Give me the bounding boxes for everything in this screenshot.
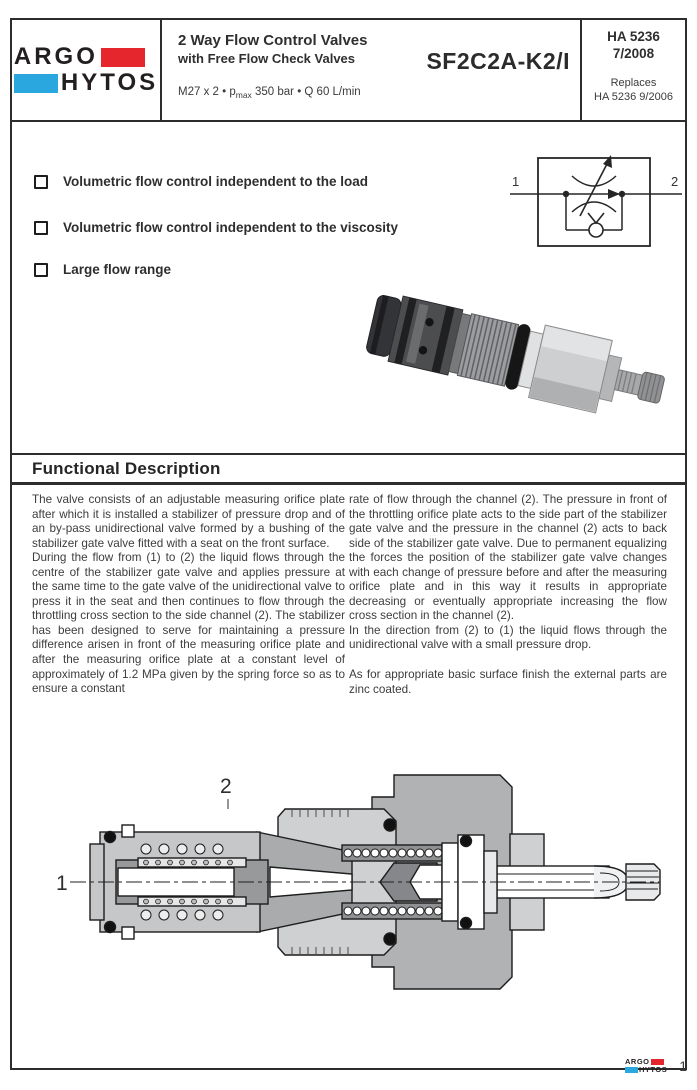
cross-section-drawing <box>42 757 682 1047</box>
replaces-value: HA 5236 9/2006 <box>594 91 673 103</box>
document-subtitle: with Free Flow Check Valves <box>178 51 356 66</box>
section-heading: Functional Description <box>32 458 221 478</box>
footer <box>625 1058 687 1074</box>
spec-prefix: M27 x 2 • p <box>178 86 236 98</box>
replaces-label: Replaces <box>610 77 657 89</box>
o-ring <box>461 918 472 929</box>
paragraph: During the flow from (1) to (2) the liquid flows through the centre of the stabilizer gate valve and applies pressure at the same time to the gate valve of the unidirectional valve to press it in the seat and then continues to flow through the throttling cross section to the side channel (2). The stabilizer has been designed to serve for maintaining a pressure difference arisen in front of the measuring orifice plate and after the measuring orifice plate at a constant level of approximately of 1.2 MPa given by the spring force so as to ensure a constant <box>32 551 345 696</box>
page-number: 1 <box>679 1058 687 1074</box>
features-section <box>12 122 685 455</box>
feature-label: Volumetric flow control independent to the viscosity <box>63 220 399 235</box>
o-ring <box>384 819 396 831</box>
footer-logo-row-bottom <box>625 1066 667 1074</box>
logo-cell <box>12 20 160 120</box>
description-column-right <box>349 493 667 697</box>
logo-row-top <box>14 44 158 70</box>
o-ring <box>461 836 472 847</box>
feature-item <box>34 262 171 277</box>
argo-hytos-logo <box>14 44 158 96</box>
o-ring <box>384 933 396 945</box>
replaces-block <box>582 76 685 104</box>
port-1-label: 1 <box>56 872 68 895</box>
symbol-port-2-label: 2 <box>671 174 679 189</box>
document-frame <box>10 18 687 1070</box>
feature-label: Large flow range <box>63 262 172 277</box>
doc-info-cell <box>580 20 685 120</box>
check-valve-ball <box>589 223 603 237</box>
footer-logo-text-hytos: HYTOS <box>639 1065 668 1075</box>
doc-code: HA 5236 <box>607 29 660 44</box>
logo-text-hytos: HYTOS <box>60 69 159 96</box>
footer-logo <box>625 1058 667 1074</box>
checkbox-bullet-icon <box>34 175 48 189</box>
port-2-label: 2 <box>220 775 232 798</box>
document-title: 2 Way Flow Control Valves <box>178 32 368 49</box>
paragraph: As for appropriate basic surface finish the external parts are zinc coated. <box>349 668 667 696</box>
description-column-left <box>32 493 345 697</box>
model-number: SF2C2A-K2/I <box>426 48 570 74</box>
feature-label: Volumetric flow control independent to the load <box>63 174 369 189</box>
spec-subscript: max <box>235 90 252 100</box>
header <box>12 20 685 122</box>
functional-description-band <box>12 455 685 485</box>
logo-cyan-block <box>14 74 58 93</box>
logo-text-argo: ARGO <box>13 43 98 70</box>
spec-line <box>178 86 361 100</box>
paragraph: In the direction from (2) to (1) the liquid flows through the unidirectional valve with a small pressure drop. <box>349 623 667 652</box>
paragraph: The valve consists of an adjustable measuring orifice plate after which it is installed a stabilizer of pressure drop and of an by-pass unidirectional valve formed by a bushing of the stabilizer gate valve fitted with a seat on the front surface. <box>32 493 345 550</box>
title-cell <box>160 20 580 120</box>
symbol-port-1-label: 1 <box>512 174 520 189</box>
feature-item <box>34 174 368 189</box>
footer-logo-red-block <box>651 1059 664 1065</box>
logo-red-block <box>101 48 145 67</box>
footer-logo-cyan-block <box>625 1067 638 1073</box>
spec-suffix: 350 bar • Q 60 L/min <box>251 86 361 98</box>
hydraulic-symbol-diagram <box>500 146 692 268</box>
o-ring <box>105 832 116 843</box>
content-section <box>12 485 685 1068</box>
paragraph: rate of flow through the channel (2). The pressure in front of the throttling orifice plate acts to the side part of the stabilizer gate valve and the pressure in the channel (2) acts to back side of the stabilizer gate valve. Due to permanent equalizing the forces the position of the stabilizer gate valve changes with each change of pressure before and after the measuring orifice plate and in this way it results in appropriate decreasing or eventually appropriate increasing the flow cross section in the channel (2). <box>349 493 667 623</box>
product-photo <box>358 270 668 430</box>
feature-item <box>34 220 398 235</box>
checkbox-bullet-icon <box>34 221 48 235</box>
logo-row-bottom <box>14 70 158 96</box>
checkbox-bullet-icon <box>34 263 48 277</box>
o-ring <box>105 922 116 933</box>
footer-logo-text-argo: ARGO <box>625 1057 650 1067</box>
doc-issue: 7/2008 <box>612 46 655 61</box>
